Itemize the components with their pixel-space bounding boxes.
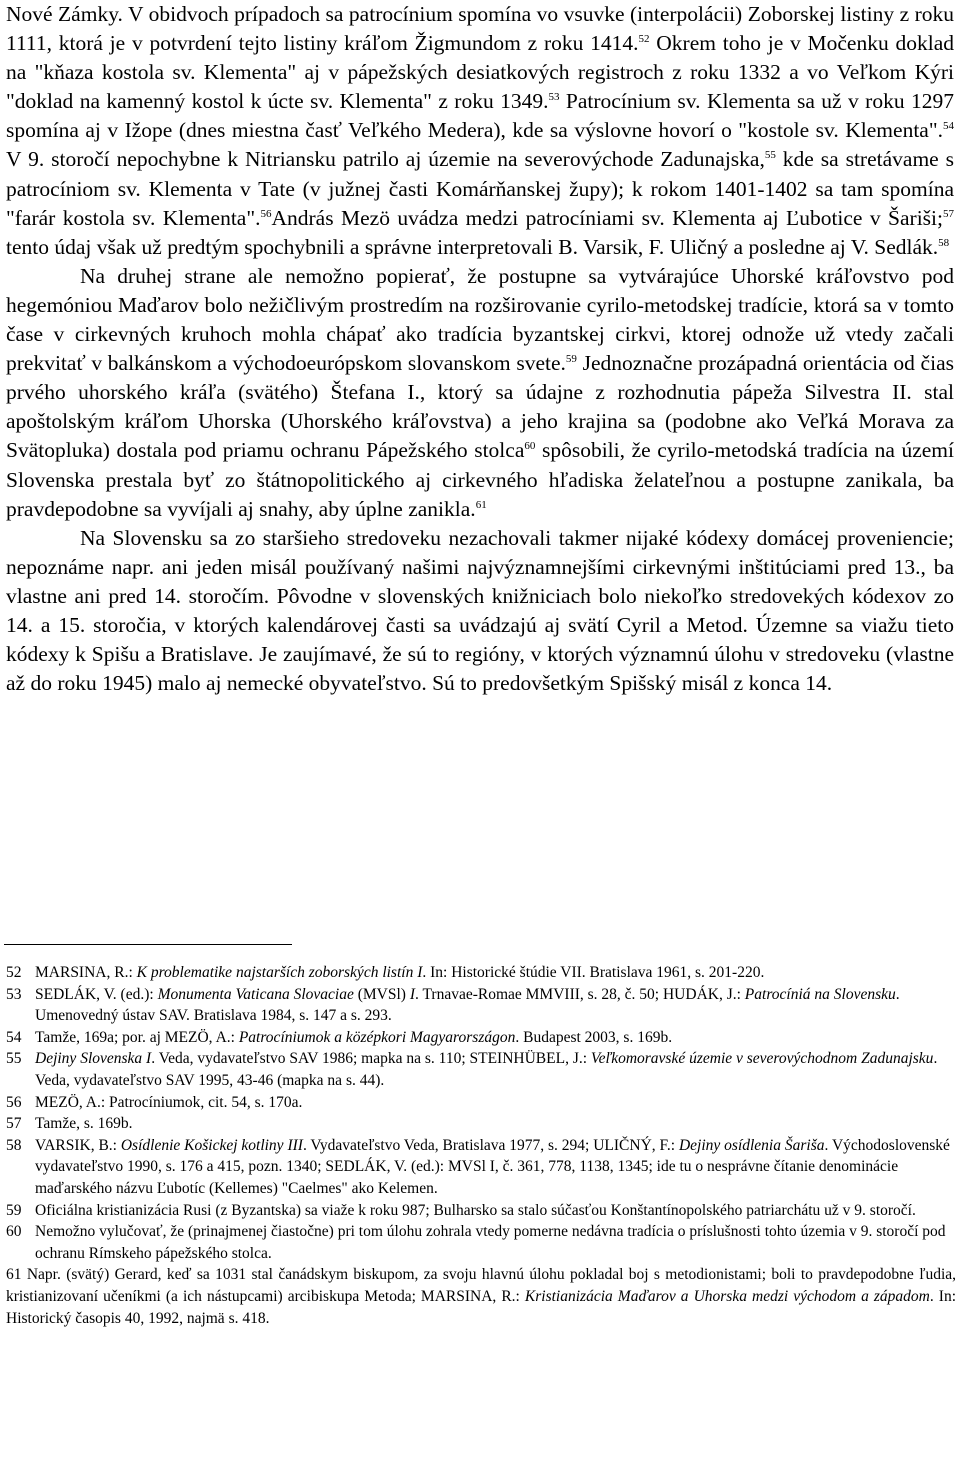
footnote-number: 58 [6, 1136, 22, 1154]
footnote-reference: 56 [260, 207, 272, 220]
footnote-55 [6, 1048, 956, 1091]
text-run: Tamže, 169a; por. aj MEZÖ, A.: [35, 1028, 239, 1046]
text-run: Oficiálna kristianizácia Rusi (z Byzantska) sa viaže k roku 987; Bulharsko sa stalo súčasťou Konštantínopolského patriarchátu už v 9. storočí. [35, 1201, 916, 1219]
body-paragraph [6, 0, 954, 262]
text-run: SEDLÁK, V. (ed.): [35, 985, 158, 1003]
footnote-reference: 52 [638, 33, 650, 46]
text-run: MARSINA, R.: [35, 964, 137, 981]
footnote-number: 54 [6, 1028, 22, 1046]
italic-title: Monumenta Vaticana Slovaciae [157, 985, 354, 1003]
text-run: Tamže, s. 169b. [35, 1115, 133, 1133]
body-paragraph [6, 262, 954, 524]
footnote-number: 59 [6, 1201, 22, 1219]
text-run: V 9. storočí nepochybne k Nitriansku patrilo aj územie na severovýchode Zadunajska, [6, 147, 765, 172]
footnote-number: 61 [6, 1266, 22, 1284]
text-run: Jednoznačne prozápadná orientácia od čias prvého uhorského kráľa (svätého) Štefana I., ktorý sa údajne z rozhodnutia pápeža Silvestra II. stal apoštolským kráľom Uhorska (Uhorského kráľovstva) a jeho krajina sa (podobne ako Veľká Morava za Svätopluka) dostala pod priamu ochranu Pápežského stolca [6, 351, 954, 463]
footnote-57 [6, 1113, 956, 1135]
italic-title: I [409, 985, 416, 1003]
footnotes-section [6, 962, 956, 1329]
text-run: Nové Zámky. V obidvoch prípadoch sa patrocínium spomína vo vsuvke (interpolácii) Zoborskej listiny z roku 1111, ktorá je v potvrdení tejto listiny kráľom Žigmundom z roku 1414. [6, 2, 954, 56]
text-run: (MVSl) [353, 985, 410, 1003]
footnote-separator [4, 944, 292, 945]
text-run: tento údaj však už predtým spochybnili a správne interpretovali B. Varsik, F. Uličný a posledne aj V. Sedlák. [6, 234, 939, 259]
italic-title: Kristianizácia Maďarov a Uhorska medzi východom a západom [524, 1287, 930, 1305]
footnote-59 [6, 1200, 956, 1222]
text-run: spôsobili, že cyrilo-metodská tradícia na území Slovenska prestala byť zo štátnopolitického aj cirkevného hľadiska želateľnou a postupne zanikala, ba pravdepodobne sa vyvíjali aj snahy, aby úplne zanikla. [6, 438, 955, 521]
footnote-number: 55 [6, 1050, 22, 1068]
italic-title: Dejiny Slovenska I [35, 1050, 152, 1068]
text-run: Okrem toho je v Močenku doklad na "kňaza kostola sv. Klementa" aj v pápežských desiatkových registroch z roku 1332 a vo Veľkom Kýri "doklad na kamenný kostol k úcte sv. Klementa" z roku 1349. [6, 31, 954, 114]
text-run: VARSIK, B.: [35, 1136, 121, 1154]
footnote-reference: 57 [943, 207, 954, 220]
text-run: MEZÖ, A.: Patrocíniumok, cit. 54, s. 170a. [35, 1093, 303, 1111]
text-run: . Umenovedný ústav SAV. Bratislava 1984, s. 147 a s. 293. [35, 985, 900, 1025]
footnote-reference: 58 [938, 236, 950, 249]
italic-title: Patrocíniumok a középkori Magyarországon [238, 1028, 516, 1046]
text-run: Na Slovensku sa zo staršieho stredoveku nezachovali takmer nijaké kódexy domácej proveniencie; nepoznáme napr. ani jeden misál používaný našimi najvýznamnejšími cirkevnými inštitúciami pred 13., ba vlastne ani pred 14. storočím. Pôvodne v slovenských knižniciach bolo niekoľko stredovekých kódexov zo 14. a 15. storočia, v ktorých kalendárovej časti sa uvádzajú aj svätí Cyril a Metod. Územne sa viažu tieto kódexy k Spišu a Bratislave. Je zaujímavé, že sú to regióny, v ktorých významnú úlohu v stredoveku (vlastne až do roku 1945) malo aj nemecké obyvateľstvo. Sú to predovšetkým Spišský misál z konca 14. [6, 525, 954, 696]
footnote-58 [6, 1135, 956, 1200]
italic-title: Osídlenie Košickej kotliny III [120, 1136, 303, 1154]
italic-title: Veľkomoravské územie v severovýchodnom Zadunajsku [590, 1050, 934, 1068]
text-run: . Trnavae-Romae MMVIII, s. 28, č. 50; HUDÁK, J.: [415, 985, 745, 1003]
footnote-number: 57 [6, 1115, 22, 1133]
text-run: András Mezö uvádza medzi patrocíniami sv. Klementa aj Ľubotice v Šariši; [271, 205, 943, 230]
italic-title: K problematike najstarších zoborských listín I [136, 964, 423, 981]
footnote-reference: 54 [943, 120, 954, 133]
text-run: kde sa stretávame s patrocíniom sv. Klementa v Tate (v južnej časti Komárňanskej župy); k rokom 1401-1402 sa tam spomína "farár kostola sv. Klementa". [6, 147, 955, 230]
body-paragraph [6, 524, 954, 699]
text-run: Na druhej strane ale nemožno popierať, že postupne sa vytvárajúce Uhorské kráľovstvo pod hegemóniou Maďarov bolo nežičlivým prostredím na rozširovanie cyrilo-metodskej tradície, ktorá sa v tomto čase v cirkevných kruhoch mohla chápať ako tradícia byzantskej cirkvi, ktorej odnože už vtedy začali prekvitať v balkánskom a východoeurópskom slovanskom svete. [6, 263, 954, 376]
footnote-reference: 53 [548, 91, 560, 104]
text-run: Napr. (svätý) Gerard, keď sa 1031 stal čanádskym biskupom, za svoju hlavnú úlohu pokladal boj s metodionistami; boli to pravdepodobne ľudia, kristianizovaní učeníkmi (a ich nástupcami) arcibiskupa Metoda; MARSINA, R.: [6, 1266, 957, 1305]
text-run: . Východoslovenské vydavateľstvo 1990, s. 176 a 415, pozn. 1340; SEDLÁK, V. (ed.): MVSl I, č. 361, 778, 1138, 1345; ide tu o nesprávne čítanie denominácie maďarského názvu Ľubotíc (Kellemes) "Caelmes" ako Kelemen. [35, 1136, 950, 1197]
text-run: Nemožno vylučovať, že (prinajmenej čiastočne) pri tom úlohu zohrala vtedy pomerne nedávna tradícia o príslušnosti tohto územia v 9. storočí pod ochranu Rímskeho pápežského stolca. [35, 1223, 946, 1262]
footnote-reference: 61 [475, 498, 487, 511]
text-run: . Budapest 2003, s. 169b. [515, 1028, 673, 1046]
footnote-60 [6, 1221, 956, 1264]
footnote-number: 56 [6, 1093, 22, 1111]
footnote-reference: 60 [524, 440, 536, 453]
text-run: . Veda, vydavateľstvo SAV 1986; mapka na s. 110; STEINHÜBEL, J.: [151, 1050, 591, 1068]
footnote-53 [6, 984, 956, 1027]
footnote-reference: 59 [565, 353, 577, 366]
footnote-number: 53 [6, 985, 22, 1003]
footnote-reference: 55 [764, 149, 776, 162]
footnote-54 [6, 1027, 956, 1049]
text-run: Patrocínium sv. Klementa sa už v roku 1297 spomína aj v Ižope (dnes miestna časť Veľkého Medera), kde sa výslovne hovorí o "kostole sv. Klementa". [6, 89, 954, 143]
footnote-52 [6, 962, 956, 984]
text-run: . Vydavateľstvo Veda, Bratislava 1977, s. 294; ULIČNÝ, F.: [302, 1136, 679, 1154]
footnote-number: 60 [6, 1223, 22, 1241]
footnote-56 [6, 1092, 956, 1114]
text-run: . In: Historický časopis 40, 1992, najmä s. 418. [6, 1287, 956, 1327]
italic-title: Dejiny osídlenia Šariša [678, 1136, 825, 1154]
italic-title: Patrocíniá na Slovensku [744, 985, 896, 1003]
text-run: . Veda, vydavateľstvo SAV 1995, 43-46 (mapka na s. 44). [35, 1050, 938, 1089]
text-run: . In: Historické štúdie VII. Bratislava 1961, s. 201-220. [422, 964, 765, 981]
footnote-61 [6, 1264, 956, 1329]
body-text [6, 0, 954, 698]
footnote-number: 52 [6, 964, 22, 981]
